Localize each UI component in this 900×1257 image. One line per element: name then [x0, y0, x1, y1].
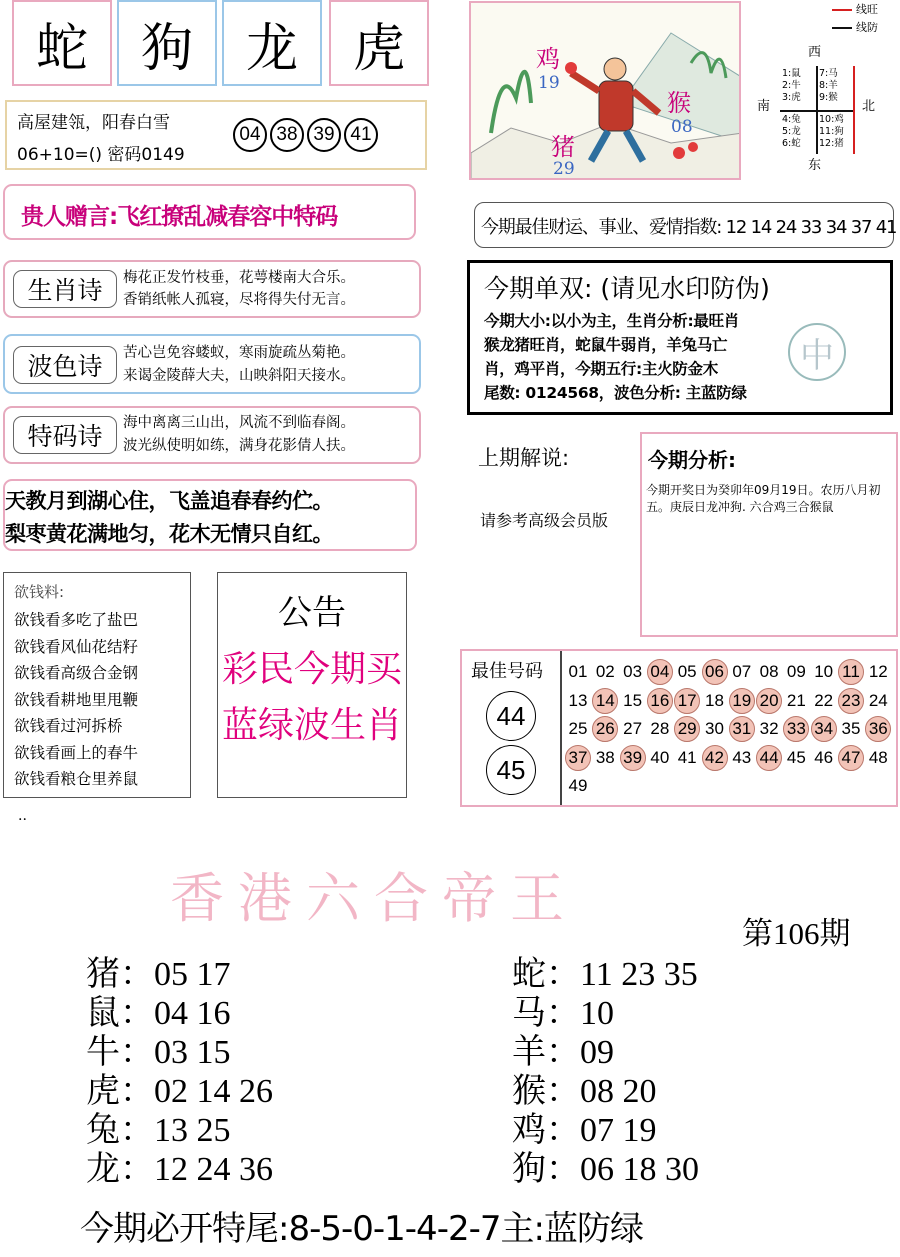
grid-number-highlighted: 31 [729, 716, 755, 742]
grid-number-highlighted: 26 [592, 716, 618, 742]
legend-red-line [832, 9, 852, 11]
grid-number: 46 [814, 747, 834, 767]
riddle-box [5, 100, 427, 170]
last-period-note: 请参考高级会员版 [480, 511, 609, 530]
poem-line: 苦心岂免容蝼蚁，寒雨旋疏丛菊艳。 [123, 345, 355, 361]
analysis-box [640, 432, 898, 637]
grid-number-highlighted: 04 [647, 659, 673, 685]
grid-number: 27 [623, 719, 643, 738]
grid-number: 25 [568, 719, 588, 738]
analysis-title: 今期分析: [648, 448, 736, 472]
zodiac-row: 马：10 [512, 993, 614, 1033]
poem-box-shengxiao [3, 260, 421, 318]
zodiac-nums: 03 15 [154, 1034, 231, 1071]
grid-number: 02 [595, 662, 615, 681]
danshuang-line: 肖，鸡平肖，今期五行:主火防金木 [484, 360, 718, 378]
yuqian-box [3, 572, 191, 798]
best-index-text: 今期最佳财运、事业、爱情指数: 12 14 24 33 34 37 41 [481, 217, 897, 238]
danshuang-line: 今期大小:以小为主，生肖分析:最旺肖 [484, 312, 739, 330]
grid-number: 12 [868, 662, 888, 681]
zodiac-row: 虎：02 14 26 [86, 1071, 273, 1111]
picture-illustration [471, 3, 741, 180]
footer-text: 今期必开特尾:8-5-0-1-4-2-7主:蓝防绿 [80, 1209, 643, 1249]
top-zodiac-1: 蛇 [12, 0, 112, 86]
zodiac-row: 兔：13 25 [86, 1110, 231, 1150]
zodiac-row: 鼠：04 16 [86, 993, 231, 1033]
notice-line: 彩民今期买 [221, 649, 402, 690]
compass-entry: 1:鼠 [782, 68, 801, 79]
grid-number: 41 [677, 747, 697, 767]
riddle-line1: 高屋建瓴，阳春白雪 [17, 113, 170, 133]
grid-number: 38 [595, 747, 615, 767]
zodiac-nums: 10 [580, 995, 614, 1032]
grid-number-highlighted: 14 [592, 688, 618, 714]
yuqian-item: 欲钱看风仙花结籽 [14, 637, 139, 656]
compass-col2-top [819, 68, 838, 104]
poem-line: 梅花正发竹枝垂，花萼楼南大合乐。 [123, 270, 355, 286]
grid-number: 30 [705, 719, 724, 738]
danshuang-line: 尾数: 0124568，波色分析: 主蓝防绿 [484, 384, 747, 402]
legend-black-line [832, 27, 852, 29]
grid-number: 35 [841, 719, 861, 738]
grid-number: 28 [650, 719, 670, 738]
best-numbers-title: 最佳号码 [471, 661, 543, 682]
notice-line: 蓝绿波生肖 [221, 705, 402, 746]
guiren-text: 贵人赠言:飞红撩乱减春容中特码 [21, 204, 338, 230]
grid-number: 49 [568, 776, 588, 795]
picture-label-rooster: 鸡 [536, 45, 560, 73]
grid-number: 01 [568, 662, 588, 681]
grid-number-highlighted: 16 [647, 688, 673, 714]
grid-number-highlighted: 17 [674, 688, 700, 714]
zodiac-name: 猪 [86, 954, 120, 994]
zodiac-name: 牛 [86, 1032, 120, 1072]
yuqian-item: 欲钱看画上的春牛 [14, 743, 139, 762]
zodiac-nums: 09 [580, 1034, 614, 1071]
zodiac-nums: 02 14 26 [154, 1073, 273, 1110]
zodiac-nums: 04 16 [154, 995, 231, 1032]
legend-wang: 线旺 [856, 3, 878, 16]
yuqian-item: 欲钱看粮仓里养鼠 [14, 770, 139, 788]
compass-entry: 3:虎 [782, 92, 801, 103]
poem-label: 生肖诗 [13, 270, 117, 308]
brand-title: 香港六合帝王 [170, 867, 578, 930]
picture-num-pig: 29 [553, 159, 575, 179]
zodiac-name: 鼠 [86, 993, 120, 1033]
zodiac-nums: 11 23 35 [580, 956, 698, 993]
notice-box [217, 572, 407, 798]
poem-line: 波光纵使明如练，满身花影倩人扶。 [123, 438, 355, 454]
zodiac-nums: 06 18 30 [580, 1151, 699, 1188]
poem-line: 来谒金陵薛大夫，山映斜阳天接水。 [123, 368, 355, 384]
compass-col2-bottom [819, 114, 844, 150]
zodiac-nums: 13 25 [154, 1112, 231, 1149]
riddle-number: 38 [270, 118, 304, 152]
grid-number-highlighted: 06 [702, 659, 728, 685]
grid-number-highlighted: 29 [674, 716, 700, 742]
danshuang-body [484, 309, 747, 405]
grid-number: 10 [814, 662, 834, 681]
grid-number: 24 [868, 690, 888, 710]
compass-entry: 7:马 [819, 68, 838, 79]
danshuang-line: 猴龙猪旺肖，蛇鼠牛弱肖，羊兔马亡 [484, 336, 728, 354]
compass-entry: 8:羊 [819, 80, 838, 91]
grid-number: 09 [786, 662, 806, 681]
poem-line: 香销纸帐人孤寝，尽将得失付无言。 [123, 292, 355, 308]
top-zodiac-3: 龙 [222, 0, 322, 86]
zodiac-nums: 12 24 36 [154, 1151, 273, 1188]
riddle-number: 04 [233, 118, 267, 152]
picture-label-pig: 猪 [551, 133, 575, 161]
best-numbers-box [460, 649, 898, 807]
last-period-title: 上期解说: [478, 446, 570, 470]
zodiac-name: 虎 [86, 1071, 120, 1111]
best-pick: 44 [486, 691, 536, 741]
grid-number: 03 [623, 662, 643, 681]
guiren-box [3, 184, 416, 240]
grid-number: 15 [623, 690, 643, 710]
compass-col1-top [782, 68, 801, 104]
poem-box-bose [3, 334, 421, 394]
zodiac-name: 龙 [86, 1149, 120, 1189]
big-poem-line: 梨枣黄花满地匀，花木无情只自红。 [5, 522, 333, 546]
riddle-number: 41 [344, 118, 378, 152]
compass-red-edge [853, 66, 855, 154]
grid-number-highlighted: 47 [838, 745, 864, 771]
zodiac-row: 猴：08 20 [512, 1071, 657, 1111]
big-poem-line: 天教月到湖心住，飞盖追春春约伫。 [5, 489, 333, 513]
poem-line: 海中离离三山出，风流不到临春阁。 [123, 415, 355, 431]
zodiac-name: 蛇 [512, 954, 546, 994]
yuqian-list [14, 607, 138, 793]
yuqian-item: 欲钱看耕地里甩鞭 [14, 690, 139, 709]
grid-number-highlighted: 11 [838, 659, 864, 685]
best-pick: 45 [486, 745, 536, 795]
grid-number-highlighted: 23 [838, 688, 864, 714]
compass-entry: 10:鸡 [819, 114, 844, 125]
legend-fang: 线防 [856, 21, 878, 34]
zodiac-name: 鸡 [512, 1110, 546, 1150]
grid-number-highlighted: 34 [811, 716, 837, 742]
picture-num-monkey: 08 [671, 117, 693, 137]
grid-number: 08 [759, 662, 779, 681]
compass-entry: 4:兔 [782, 114, 801, 125]
compass-east: 东 [808, 158, 822, 173]
grid-number-highlighted: 20 [756, 688, 782, 714]
grid-number-highlighted: 42 [702, 745, 728, 771]
analysis-text: 今期开奖日为癸卯年09月19日。农历八月初五。庚辰日龙冲狗. 六合鸡三合猴鼠 [646, 483, 881, 514]
compass-north: 北 [862, 99, 876, 114]
grid-number-highlighted: 33 [783, 716, 809, 742]
compass-entry: 2:牛 [782, 80, 801, 91]
grid-number: 43 [732, 747, 752, 767]
yuqian-item: 欲钱看过河拆桥 [14, 717, 123, 735]
grid-number-highlighted: 19 [729, 688, 755, 714]
poem-box-tema [3, 406, 421, 464]
riddle-numbers [233, 118, 381, 152]
zodiac-nums: 05 17 [154, 956, 231, 993]
grid-number: 07 [732, 662, 752, 681]
zodiac-row: 鸡：07 19 [512, 1110, 657, 1150]
zodiac-name: 猴 [512, 1071, 546, 1111]
grid-number: 45 [786, 747, 806, 767]
zodiac-picture [469, 1, 741, 180]
danshuang-header: 今期单双: (请见水印防伪) [484, 274, 770, 303]
compass-entry: 11:狗 [819, 126, 844, 137]
compass-entry: 6:蛇 [782, 138, 801, 149]
compass-divider [780, 110, 855, 112]
grid-number-highlighted: 44 [756, 745, 782, 771]
zodiac-nums: 07 19 [580, 1112, 657, 1149]
compass-entry: 9:猴 [819, 92, 838, 103]
grid-number: 13 [568, 690, 588, 710]
zodiac-name: 马 [512, 993, 546, 1033]
poem-label: 波色诗 [13, 346, 117, 384]
zodiac-row: 猪：05 17 [86, 954, 231, 994]
grid-number: 18 [705, 690, 724, 710]
grid-number: 22 [814, 690, 834, 710]
grid-number-highlighted: 36 [865, 716, 891, 742]
best-index-box [474, 202, 897, 248]
grid-number: 32 [759, 719, 779, 738]
yuqian-item: 欲钱看高级合金钢 [14, 664, 139, 682]
compass-entry: 5:龙 [782, 126, 801, 137]
yuqian-item: 欲钱看多吃了盐巴 [14, 611, 139, 629]
yuqian-title: 欲钱料: [14, 583, 65, 601]
compass-west: 西 [808, 45, 822, 60]
dots: .. [18, 808, 27, 824]
danshuang-box [467, 260, 893, 415]
compass-grid [780, 66, 855, 154]
zodiac-name: 狗 [512, 1149, 546, 1189]
compass-south: 南 [757, 99, 771, 114]
top-zodiac-4: 虎 [329, 0, 429, 86]
zodiac-name: 兔 [86, 1110, 120, 1150]
poem-label: 特码诗 [13, 416, 117, 454]
zodiac-name: 羊 [512, 1032, 546, 1072]
notice-title: 公告 [278, 593, 346, 633]
compass-col1-bottom [782, 114, 801, 150]
grid-number: 21 [786, 690, 806, 710]
zodiac-row: 蛇：11 23 35 [512, 954, 698, 994]
top-zodiac-2: 狗 [117, 0, 217, 86]
picture-num-rooster: 19 [538, 73, 560, 93]
compass-entry: 12:猪 [819, 138, 844, 149]
big-poem-box [3, 479, 417, 551]
zodiac-row: 狗：06 18 30 [512, 1149, 699, 1189]
best-numbers-divider [560, 651, 562, 805]
grid-number-highlighted: 37 [565, 745, 591, 771]
watermark-seal: 中 [788, 323, 846, 381]
zodiac-row: 羊：09 [512, 1032, 614, 1072]
zodiac-nums: 08 20 [580, 1073, 657, 1110]
riddle-number: 39 [307, 118, 341, 152]
grid-number: 48 [868, 747, 888, 767]
riddle-line2: 06+10=() 密码0149 [17, 145, 185, 165]
period-label: 第106期 [742, 916, 851, 951]
grid-number: 40 [650, 747, 670, 767]
zodiac-row: 牛：03 15 [86, 1032, 231, 1072]
zodiac-row: 龙：12 24 36 [86, 1149, 273, 1189]
grid-number: 05 [677, 662, 697, 681]
picture-label-monkey: 猴 [667, 89, 691, 117]
grid-number-highlighted: 39 [620, 745, 646, 771]
